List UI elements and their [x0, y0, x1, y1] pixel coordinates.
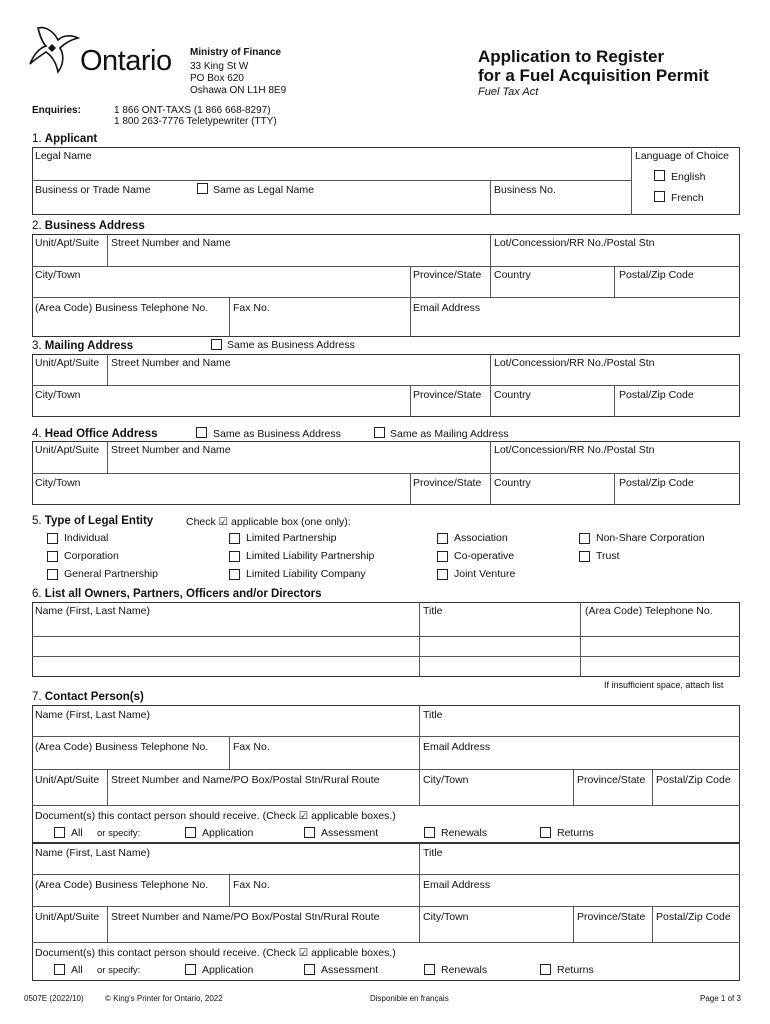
c2-renewals-checkbox[interactable] [424, 964, 435, 975]
entity-trust-checkbox[interactable] [579, 551, 590, 562]
french-label: French [671, 192, 704, 204]
biz-country-label: Country [494, 269, 531, 281]
c2-returns-checkbox[interactable] [540, 964, 551, 975]
ministry-name: Ministry of Finance [190, 47, 282, 58]
entity-llp-label: Limited Liability Partnership [246, 550, 375, 562]
entity-limited-partnership-checkbox[interactable] [229, 533, 240, 544]
c1-assessment-label: Assessment [321, 827, 379, 839]
c1-email-label: Email Address [423, 741, 491, 753]
head-unit-label: Unit/Apt/Suite [35, 444, 100, 456]
section-1-heading: 1. Applicant [32, 133, 98, 145]
c2-postal-label: Postal/Zip Code [656, 911, 731, 923]
entity-corporation-label: Corporation [64, 550, 119, 562]
head-postal-label: Postal/Zip Code [619, 477, 694, 489]
ministry-address-1: 33 King St W [190, 61, 249, 72]
c1-name-label: Name (First, Last Name) [35, 709, 150, 721]
entity-non-share-checkbox[interactable] [579, 533, 590, 544]
french-availability: Disponible en français [370, 994, 449, 1003]
same-as-legal-checkbox[interactable] [197, 183, 208, 194]
ministry-address-2: PO Box 620 [190, 73, 244, 84]
c1-returns-checkbox[interactable] [540, 827, 551, 838]
entity-joint-venture-label: Joint Venture [454, 568, 516, 580]
c2-name-label: Name (First, Last Name) [35, 847, 150, 859]
c2-city-label: City/Town [423, 911, 469, 923]
c1-renewals-label: Renewals [441, 827, 488, 839]
owner-row-3-name[interactable] [34, 658, 417, 675]
head-same-mailing-label: Same as Mailing Address [390, 428, 509, 440]
entity-cooperative-label: Co-operative [454, 550, 515, 562]
c2-email-label: Email Address [423, 879, 491, 891]
c1-province-label: Province/State [577, 774, 646, 786]
mail-street-label: Street Number and Name [111, 357, 231, 369]
head-lot-label: Lot/Concession/RR No./Postal Stn [494, 444, 655, 456]
language-label: Language of Choice [635, 150, 729, 162]
head-same-business-label: Same as Business Address [213, 428, 341, 440]
c1-docs-label: Document(s) this contact person should receive. (Check ☑ applicable boxes.) [35, 810, 396, 822]
entity-association-checkbox[interactable] [437, 533, 448, 544]
c1-returns-label: Returns [557, 827, 594, 839]
entity-individual-label: Individual [64, 532, 109, 544]
c2-application-checkbox[interactable] [185, 964, 196, 975]
form-title-line-1: Application to Register [478, 47, 665, 66]
entity-limited-partnership-label: Limited Partnership [246, 532, 337, 544]
c2-renewals-label: Renewals [441, 964, 488, 976]
c1-city-label: City/Town [423, 774, 469, 786]
c2-fax-label: Fax No. [233, 879, 270, 891]
c2-assessment-checkbox[interactable] [304, 964, 315, 975]
owner-title-header: Title [423, 605, 443, 617]
head-same-business-checkbox[interactable] [196, 427, 207, 438]
mail-province-label: Province/State [413, 389, 482, 401]
c2-docs-label: Document(s) this contact person should receive. (Check ☑ applicable boxes.) [35, 947, 396, 959]
c2-province-label: Province/State [577, 911, 646, 923]
mail-unit-label: Unit/Apt/Suite [35, 357, 100, 369]
c2-unit-label: Unit/Apt/Suite [35, 911, 100, 923]
mail-city-label: City/Town [35, 389, 81, 401]
entity-corporation-checkbox[interactable] [47, 551, 58, 562]
biz-unit-input[interactable] [34, 250, 104, 264]
legal-name-input[interactable] [34, 162, 629, 178]
biz-street-label: Street Number and Name [111, 237, 231, 249]
entity-association-label: Association [454, 532, 508, 544]
head-street-label: Street Number and Name [111, 444, 231, 456]
section-7-heading: 7. Contact Person(s) [32, 691, 144, 703]
biz-phone-label: (Area Code) Business Telephone No. [35, 302, 209, 314]
head-province-label: Province/State [413, 477, 482, 489]
entity-llp-checkbox[interactable] [229, 551, 240, 562]
biz-phone-input[interactable] [34, 316, 227, 334]
section-6-heading: 6. List all Owners, Partners, Officers and/or Directors [32, 588, 322, 600]
mailing-same-business-checkbox[interactable] [211, 339, 222, 350]
mailing-same-business-label: Same as Business Address [227, 339, 355, 351]
c2-phone-label: (Area Code) Business Telephone No. [35, 879, 209, 891]
brand-wordmark: Ontario [80, 45, 172, 77]
c1-unit-label: Unit/Apt/Suite [35, 774, 100, 786]
business-no-label: Business No. [494, 184, 556, 196]
entity-general-partnership-label: General Partnership [64, 568, 158, 580]
c1-all-checkbox[interactable] [54, 827, 65, 838]
biz-city-input[interactable] [34, 282, 408, 296]
owner-name-header: Name (First, Last Name) [35, 605, 150, 617]
entity-llc-label: Limited Liability Company [246, 568, 366, 580]
trillium-icon [28, 22, 86, 78]
trade-name-input[interactable] [34, 198, 488, 213]
c2-all-checkbox[interactable] [54, 964, 65, 975]
mail-country-label: Country [494, 389, 531, 401]
act-name: Fuel Tax Act [478, 86, 539, 98]
entity-trust-label: Trust [596, 550, 620, 562]
biz-city-label: City/Town [35, 269, 81, 281]
attach-list-note: If insufficient space, attach list [604, 680, 724, 690]
c2-title-label: Title [423, 847, 443, 859]
page-number: Page 1 of 3 [700, 994, 741, 1003]
entity-llc-checkbox[interactable] [229, 569, 240, 580]
section-2-heading: 2. Business Address [32, 220, 145, 232]
same-as-legal-label: Same as Legal Name [213, 184, 314, 196]
section-3-heading: 3. Mailing Address [32, 340, 134, 352]
section-5-heading: 5. Type of Legal Entity [32, 515, 154, 527]
c1-postal-label: Postal/Zip Code [656, 774, 731, 786]
ministry-address-3: Oshawa ON L1H 8E9 [190, 85, 287, 96]
c1-street-label: Street Number and Name/PO Box/Postal Stn/Rural Route [111, 774, 380, 786]
entity-non-share-label: Non-Share Corporation [596, 532, 705, 544]
biz-unit-label: Unit/Apt/Suite [35, 237, 100, 249]
owner-phone-header: (Area Code) Telephone No. [585, 605, 713, 617]
owner-row-2-name[interactable] [34, 638, 417, 654]
biz-province-label: Province/State [413, 269, 482, 281]
entity-individual-checkbox[interactable] [47, 533, 58, 544]
biz-lot-input[interactable] [493, 250, 738, 264]
head-city-label: City/Town [35, 477, 81, 489]
form-title-line-2: for a Fuel Acquisition Permit [478, 66, 709, 85]
c1-all-label: All [71, 827, 83, 839]
enquiries-phone-2: 1 800 263-7776 Teletypewriter (TTY) [114, 116, 277, 127]
biz-fax-label: Fax No. [233, 302, 270, 314]
c2-returns-label: Returns [557, 964, 594, 976]
biz-email-input[interactable] [413, 316, 738, 334]
c2-assessment-label: Assessment [321, 964, 379, 976]
copyright: © King's Printer for Ontario, 2022 [105, 994, 223, 1003]
c1-phone-label: (Area Code) Business Telephone No. [35, 741, 209, 753]
section-4-heading: 4. Head Office Address [32, 428, 158, 440]
head-same-mailing-checkbox[interactable] [374, 427, 385, 438]
entity-general-partnership-checkbox[interactable] [47, 569, 58, 580]
c1-fax-label: Fax No. [233, 741, 270, 753]
c2-street-label: Street Number and Name/PO Box/Postal Stn/Rural Route [111, 911, 380, 923]
biz-postal-label: Postal/Zip Code [619, 269, 694, 281]
c2-specify-label: or specify: [97, 965, 141, 976]
c1-assessment-checkbox[interactable] [304, 827, 315, 838]
enquiries-phone-1: 1 866 ONT-TAXS (1 866 668-8297) [114, 105, 271, 116]
head-country-label: Country [494, 477, 531, 489]
c1-application-label: Application [202, 827, 254, 839]
form-number: 0507E (2022/10) [24, 994, 84, 1003]
entity-cooperative-checkbox[interactable] [437, 551, 448, 562]
business-no-input[interactable] [492, 198, 629, 213]
enquiries-label: Enquiries: [32, 105, 81, 116]
mail-postal-label: Postal/Zip Code [619, 389, 694, 401]
owner-row-1-name[interactable] [34, 619, 417, 634]
english-label: English [671, 171, 706, 183]
biz-street-input[interactable] [110, 250, 488, 264]
legal-name-label: Legal Name [35, 150, 92, 162]
mail-lot-label: Lot/Concession/RR No./Postal Stn [494, 357, 655, 369]
c1-application-checkbox[interactable] [185, 827, 196, 838]
entity-joint-venture-checkbox[interactable] [437, 569, 448, 580]
c2-all-label: All [71, 964, 83, 976]
french-checkbox[interactable] [654, 191, 665, 202]
trade-name-label: Business or Trade Name [35, 184, 151, 196]
biz-lot-label: Lot/Concession/RR No./Postal Stn [494, 237, 655, 249]
entity-instruction: Check ☑ applicable box (one only): [186, 516, 351, 528]
c1-specify-label: or specify: [97, 828, 141, 839]
c1-renewals-checkbox[interactable] [424, 827, 435, 838]
english-checkbox[interactable] [654, 170, 665, 181]
biz-email-label: Email Address [413, 302, 481, 314]
c1-title-label: Title [423, 709, 443, 721]
c2-application-label: Application [202, 964, 254, 976]
